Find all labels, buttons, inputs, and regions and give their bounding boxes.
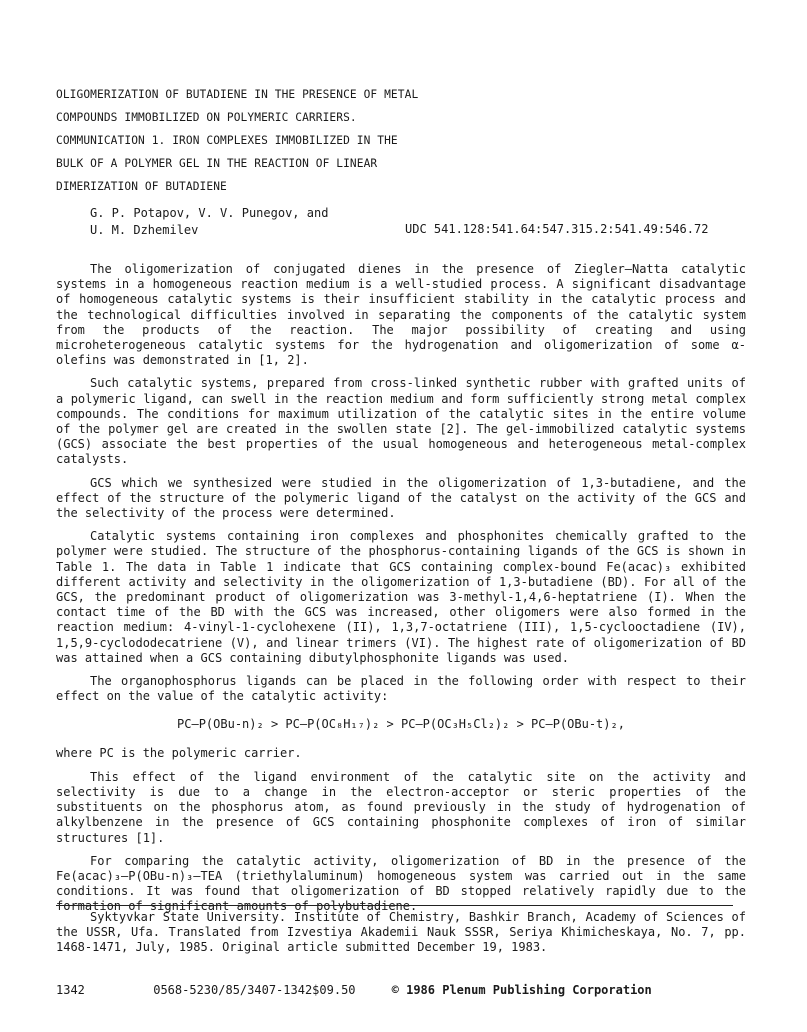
authors xyxy=(90,205,328,238)
title-line: DIMERIZATION OF BUTADIENE xyxy=(56,180,227,193)
footnote-divider xyxy=(56,905,733,906)
page-footer xyxy=(56,983,652,997)
footnote: Syktyvkar State University. Institute of Chemistry, Bashkir Branch, Academy of Sciences of the USSR, Ufa. Translated from Izvestiya Akademii Nauk SSSR, Seriya Khimicheskaya, No. 7, pp. 1468-1471, July, 1985. Original article submitted December 19, 1983. xyxy=(56,910,746,955)
udc-code: UDC 541.128:541.64:547.315.2:541.49:546.72 xyxy=(405,222,709,236)
article-title xyxy=(56,83,756,198)
authors-line-1: G. P. Potapov, V. V. Punegov, and xyxy=(90,206,329,220)
formula-explanation: where PC is the polymeric carrier. xyxy=(56,746,302,761)
page-number: 1342 xyxy=(56,983,85,997)
paragraph: The oligomerization of conjugated dienes in the presence of Ziegler–Natta catalytic systems in a homogeneous reaction medium is a well-studied process. A significant disadvantage of homogeneous catalytic systems is their insufficient stability in the catalytic process and the technological difficulties involved in separating the components of the catalytic system from the products of the reaction. The major possibility of creating and using microheterogeneous catalytic systems for the hydrogenation and oligomerization of some α-olefins was demonstrated in [1, 2]. xyxy=(56,262,746,368)
paragraph: The organophosphorus ligands can be placed in the following order with respect to their effect on the value of the catalytic activity: xyxy=(56,674,746,704)
title-line: COMPOUNDS IMMOBILIZED ON POLYMERIC CARRIERS. xyxy=(56,111,357,124)
activity-order-formula: PC–P(OBu-n)₂ > PC–P(OC₈H₁₇)₂ > PC–P(OC₃H₅Cl₂)₂ > PC–P(OBu-t)₂, xyxy=(177,717,625,732)
title-line: OLIGOMERIZATION OF BUTADIENE IN THE PRESENCE OF METAL xyxy=(56,88,419,101)
paragraph: GCS which we synthesized were studied in the oligomerization of 1,3-butadiene, and the effect of the structure of the polymeric ligand of the catalyst on the activity of the GCS and the selectivity of the process were determined. xyxy=(56,475,746,521)
paragraph: This effect of the ligand environment of the catalytic site on the activity and selectivity is due to a change in the electron-acceptor or steric properties of the substituents on the phosphorus atom, as found previously in the study of hydrogenation of alkylbenzene in the presence of GCS containing phosphonite complexes of iron of similar structures [1]. xyxy=(56,769,746,845)
authors-line-2: U. M. Dzhemilev xyxy=(90,222,199,237)
title-line: BULK OF A POLYMER GEL IN THE REACTION OF LINEAR xyxy=(56,157,378,170)
paragraph: Such catalytic systems, prepared from cross-linked synthetic rubber with grafted units of a polymeric ligand, can swell in the reaction medium and form sufficiently strong metal complex compounds. The conditions for maximum utilization of the catalytic sites in the entire volume of the polymer gel are created in the swollen state [2]. The gel-immobilized catalytic systems (GCS) associate the best properties of the usual homogeneous and heterogeneous metal-complex catalysts. xyxy=(56,376,746,467)
title-line: COMMUNICATION 1. IRON COMPLEXES IMMOBILIZED IN THE xyxy=(56,134,398,147)
paragraph: For comparing the catalytic activity, oligomerization of BD in the presence of the Fe(acac)₃–P(OBu-n)₃–TEA (triethylaluminum) homogeneous system was carried out in the same conditions. It was found that oligomerization of BD stopped relatively rapidly due to the formation of significant amounts of polybutadiene. xyxy=(56,853,746,914)
paragraph: Catalytic systems containing iron complexes and phosphonites chemically grafted to the polymer were studied. The structure of the phosphorus-containing ligands of the GCS is shown in Table 1. The data in Table 1 indicate that GCS containing complex-bound Fe(acac)₃ exhibited different activity and selectivity in the oligomerization of 1,3-butadiene (BD). For all of the GCS, the predominant product of oligomerization was 3-methyl-1,4,6-heptatriene (I). When the contact time of the BD with the GCS was increased, other oligomers were also formed in the reaction medium: 4-vinyl-1-cyclohexene (II), 1,3,7-octatriene (III), 1,5-cyclooctadiene (IV), 1,5,9-cyclododecatriene (V), and linear trimers (VI). The highest rate of oligomerization of BD was attained when a GCS containing dibutylphosphonite ligands was used. xyxy=(56,529,746,665)
copyright-notice: © 1986 Plenum Publishing Corporation xyxy=(391,983,652,997)
issn-price: 0568-5230/85/3407-1342$09.50 xyxy=(153,983,356,997)
article-body xyxy=(56,262,746,923)
